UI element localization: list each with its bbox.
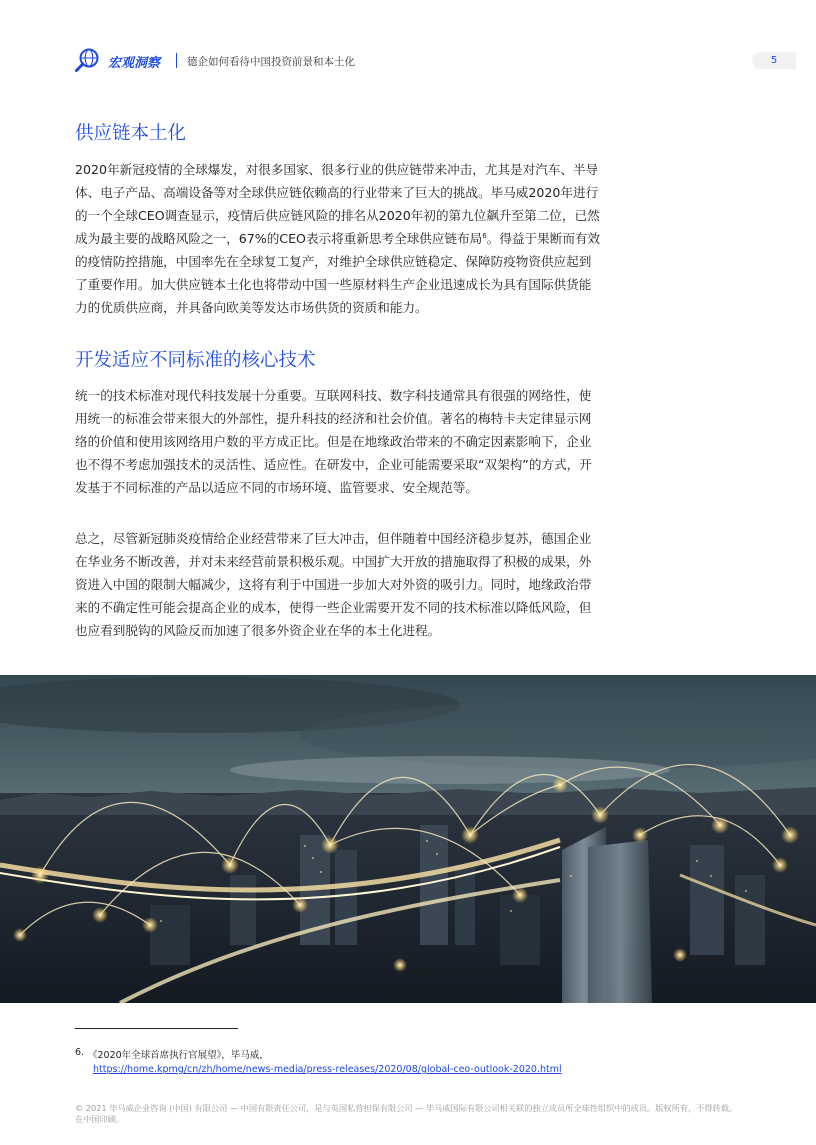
city-skyline-network-photo xyxy=(0,675,816,1003)
footnote-ref: 6 xyxy=(482,231,487,240)
supply-chain-text-part-1: 2020年新冠疫情的全球爆发，对很多国家、很多行业的供应链带来冲击，尤其是对汽车、半导体、电子产品、高端设备等对全球供应链依赖高的行业带来了巨大的挑战。毕马威2020年进行的一个全球CEO调查显示，疫情后供应链风险的排名从2020年初的第九位飙升至第二位，已然成为最主要的战略风险之一，67%的CEO表示将重新思考全球供应链布局 xyxy=(75,162,600,246)
section-heading-supply-chain: 供应链本土化 xyxy=(75,123,187,144)
document-subtitle: 德企如何看待中国投资前景和本土化 xyxy=(187,56,355,68)
footnote-text: 《2020年全球首席执行官展望》，毕马威， xyxy=(88,1050,269,1061)
supply-chain-text-part-2: 。得益于果断而有效的疫情防控措施，中国率先在全球复工复产，对维护全球供应链稳定、保障防疫物资供应起到了重要作用。加大供应链本土化也将带动中国一些原材料生产企业迅速成长为具有国际供货能力的优质供应商，并具备向欧美等发达市场供货的资质和能力。 xyxy=(75,231,601,315)
page-number: 5 xyxy=(752,52,796,69)
footnote-rule xyxy=(75,1028,238,1029)
page-header xyxy=(74,44,796,76)
footnote-link[interactable]: https://home.kpmg/cn/zh/home/news-media/press-releases/2020/08/global-ceo-outlook-2020.html xyxy=(93,1064,562,1075)
footnote-number: 6. xyxy=(75,1047,85,1058)
magnifier-globe-icon xyxy=(74,47,100,73)
legal-notice: © 2021 毕马威企业咨询 (中国) 有限公司 — 中国有限责任公司，是与英国私营担保有限公司 — 毕马威国际有限公司相关联的独立成员所全球性组织中的成员。版权所有，不得转载。在中国印刷。 xyxy=(75,1103,738,1124)
conclusion-paragraph: 总之，尽管新冠肺炎疫情给企业经营带来了巨大冲击，但伴随着中国经济稳步复苏，德国企业在华业务不断改善，并对未来经营前景积极乐观。中国扩大开放的措施取得了积极的成果，外资进入中国的限制大幅减少，这将有利于中国进一步加大对外资的吸引力。同时，地缘政治带来的不确定性可能会提高企业的成本，使得一些企业需要开发不同的技术标准以降低风险，但也应看到脱钩的风险反而加速了很多外资企业在华的本土化进程。 xyxy=(75,531,592,638)
supply-chain-paragraph xyxy=(75,158,603,319)
header-divider xyxy=(176,53,177,68)
tech-standards-paragraph: 统一的技术标准对现代科技发展十分重要。互联网科技、数字科技通常具有很强的网络性，使用统一的标准会带来很大的外部性，提升科技的经济和社会价值。著名的梅特卡夫定律显示网络的价值和使用该网络用户数的平方成正比。但是在地缘政治带来的不确定因素影响下，企业也不得不考虑加强技术的灵活性、适应性。在研发中，企业可能需要采取“双架构”的方式，开发基于不同标准的产品以适应不同的市场环境、监管要求、安全规范等。 xyxy=(75,388,592,495)
section-heading-core-tech: 开发适应不同标准的核心技术 xyxy=(75,350,316,371)
brand-name: 宏观洞察 xyxy=(108,56,161,71)
